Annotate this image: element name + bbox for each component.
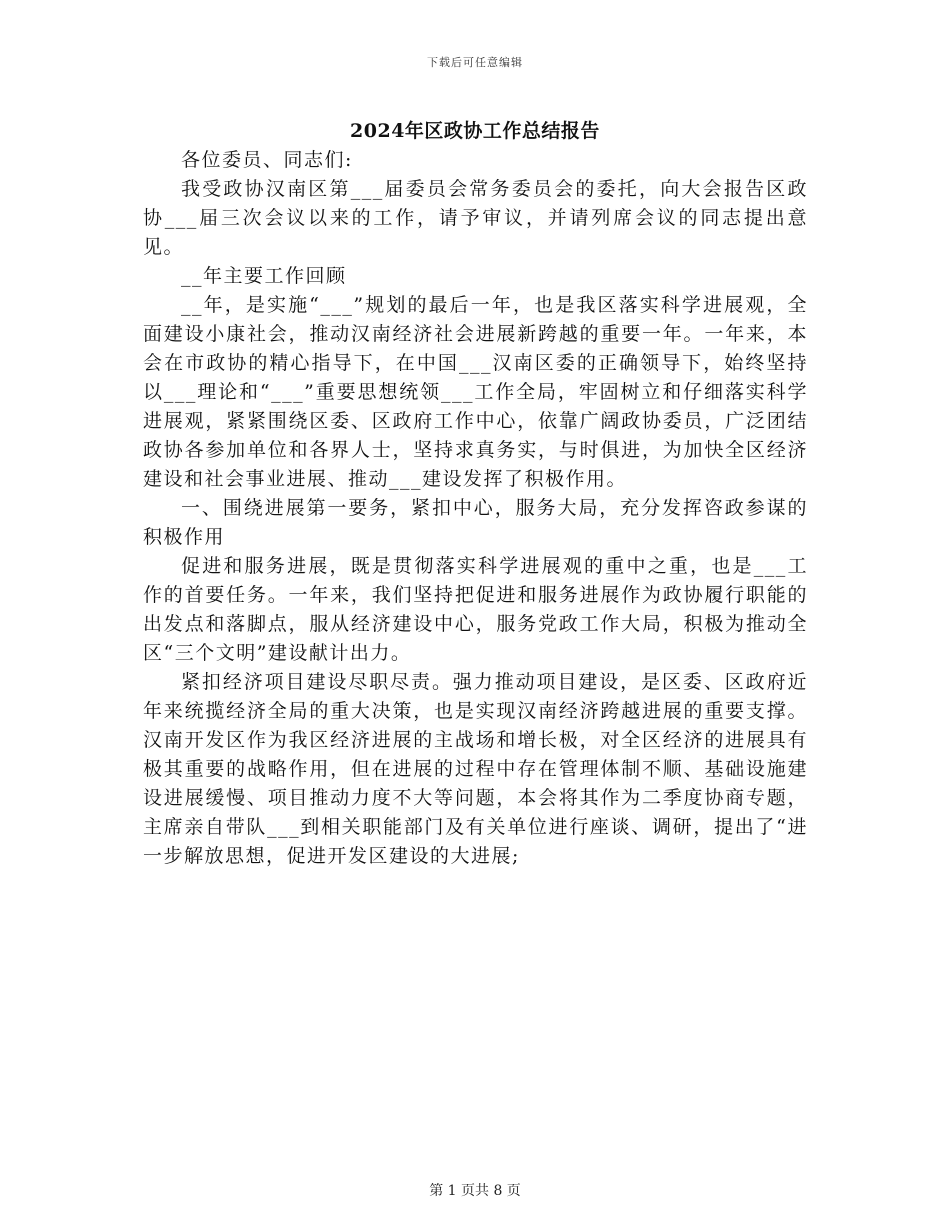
paragraph-projects: 紧扣经济项目建设尽职尽责。强力推动项目建设，是区委、区政府近年来统揽经济全局的重大决策，也是实现汉南经济跨越进展的重要支撑。汉南开发区作为我区经济进展的主战场和增长极，对全区经济的进展具有极其重要的战略作用，但在进展的过程中存在管理体制不顺、基础设施建设进展缓慢、项目推动力度不大等问题，本会将其作为二季度协商专题，主席亲自带队___到相关职能部门及有关单位进行座谈、调研，提出了“进一步解放思想，促进开发区建设的大进展; (143, 671, 808, 867)
paragraph-greeting: 各位委员、同志们: (181, 149, 353, 171)
paragraph-intro: 我受政协汉南区第___届委员会常务委员会的委托，向大会报告区政协___届三次会议以来的工作，请予审议，并请列席会议的同志提出意见。 (143, 178, 808, 258)
section-heading-review: __年主要工作回顾 (181, 265, 347, 287)
page-footer: 第 1 页共 8 页 (429, 1183, 521, 1199)
paragraph-development: 促进和服务进展，既是贯彻落实科学进展观的重中之重，也是___工作的首要任务。一年来，我们坚持把促进和服务进展作为政协履行职能的出发点和落脚点，服从经济建设中心，服务党政工作大局，积极为推动全区“三个文明”建设献计出力。 (143, 555, 808, 664)
section-heading-one: 一、围绕进展第一要务，紧扣中心，服务大局，充分发挥咨政参谋的积极作用 (143, 497, 808, 548)
header-note: 下载后可任意编辑 (427, 56, 523, 69)
document-title: 2024年区政协工作总结报告 (350, 120, 600, 142)
paragraph-overview: __年，是实施“___”规划的最后一年，也是我区落实科学进展观，全面建设小康社会，推动汉南经济社会进展新跨越的重要一年。一年来，本会在市政协的精心指导下，在中国___汉南区委的正确领导下，始终坚持以___理论和“___”重要思想统领___工作全局，牢固树立和仔细落实科学进展观，紧紧围绕区委、区政府工作中心，依靠广阔政协委员，广泛团结政协各参加单位和各界人士，坚持求真务实，与时俱进，为加快全区经济建设和社会事业进展、推动___建设发挥了积极作用。 (143, 294, 808, 490)
document-body (143, 146, 808, 871)
